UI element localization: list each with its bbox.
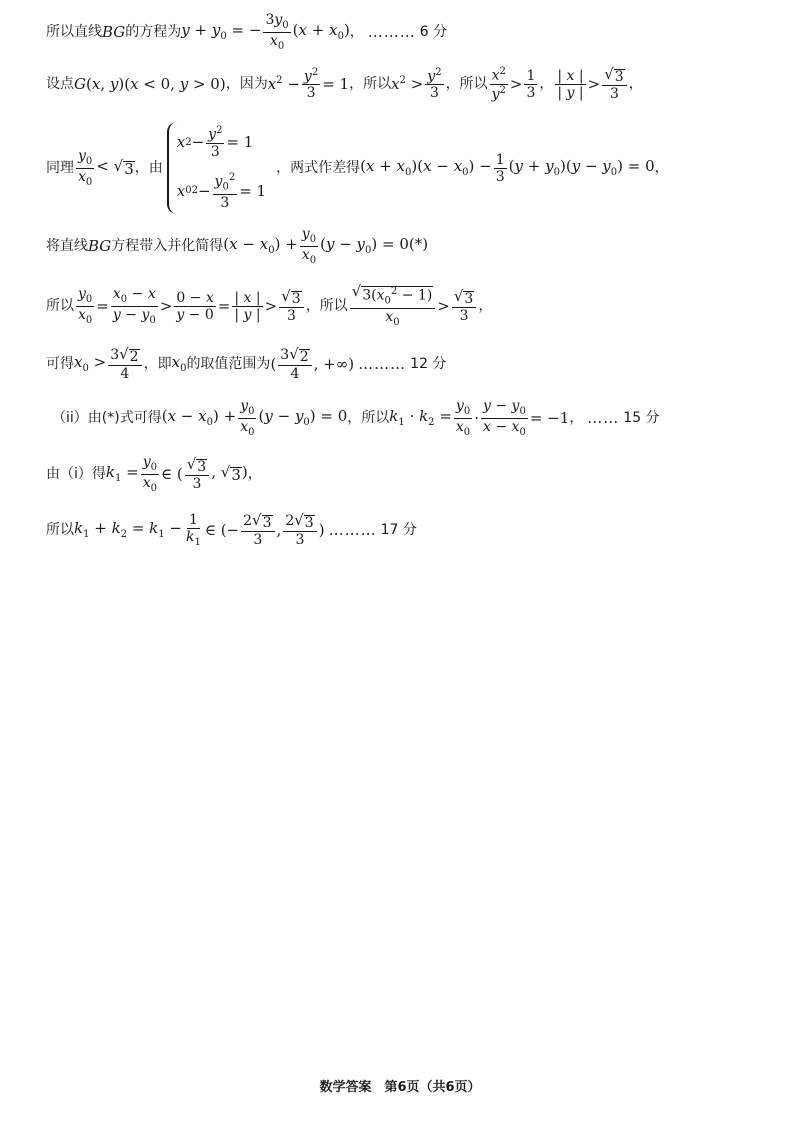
text: ，即 xyxy=(143,356,172,372)
math: = 1 xyxy=(322,74,350,93)
fraction: √ 3 3 xyxy=(602,67,626,101)
math: $k_1 \cdot k_2$ = xyxy=(389,406,452,428)
math: $(x - x_0)$ + xyxy=(223,234,298,256)
math: $y + y_0$ = − xyxy=(181,20,262,42)
fraction: $\frac{0 - x}{y - 0}$ xyxy=(176,289,214,323)
math: $k_1$ = xyxy=(105,462,139,484)
fraction: 3 √ 2 4 xyxy=(108,347,141,381)
dots: ……… xyxy=(367,22,416,41)
text: ，两式作差得 xyxy=(276,160,361,176)
text: BG xyxy=(102,22,126,41)
math: > xyxy=(264,296,278,315)
dots: ……… xyxy=(358,354,407,373)
fraction: 2 √ 3 3 xyxy=(283,513,316,547)
math: · xyxy=(474,408,479,427)
math: > xyxy=(587,74,601,93)
math: $k_1 + k_2 = k_1$ − xyxy=(74,518,182,540)
fraction: $\frac{y_0}{x_0}$ xyxy=(78,285,93,326)
math: ( xyxy=(270,354,277,373)
fraction: $\frac{3y_0}{x_0}$ xyxy=(265,11,289,52)
text: 所以 xyxy=(46,298,74,314)
math: > xyxy=(159,296,173,315)
fraction: $\frac{y_0}{x_0}$ xyxy=(78,147,93,188)
math: = xyxy=(96,296,109,315)
fraction: $\frac{y_0}{x_0}$ xyxy=(240,397,255,438)
text: ，所以 xyxy=(445,76,488,92)
text: ， xyxy=(247,466,262,482)
score: 15 分 xyxy=(623,410,660,426)
page-footer: 数学答案 第6页（共6页） xyxy=(319,1080,481,1095)
text: ，因为 xyxy=(225,76,268,92)
text: ，所以 xyxy=(305,298,348,314)
solution-line-3 xyxy=(46,120,760,216)
text: ， xyxy=(628,76,643,92)
text: ， xyxy=(539,76,554,92)
dots: ……… xyxy=(328,520,377,539)
fraction: √ 3 3 xyxy=(452,289,476,323)
equation-system: x 2 − $\frac{y^2}{3}$ = 1 x 0 2 − $\frac{y_0^2}{3}$ = 1 xyxy=(167,122,272,213)
solution-line-9 xyxy=(46,508,760,552)
solution-line-6 xyxy=(46,342,760,386)
math: > xyxy=(437,296,450,315)
math: $(y - y_0) = 0(*)$ xyxy=(320,234,429,256)
fraction: $\frac{y^2}{3}$ xyxy=(427,66,442,102)
math: $(y + y_0)(y - y_0) = 0$ xyxy=(508,156,655,178)
math: $(x + x_0)$ xyxy=(292,20,350,42)
text: （ii）由(*)式可得 xyxy=(52,410,162,426)
text: 设点 xyxy=(46,76,74,92)
text: 可得 xyxy=(46,356,74,372)
text: ， xyxy=(349,24,364,40)
fraction: √ 3 3 xyxy=(279,289,303,323)
math: $(x + x_0)(x - x_0)$ − xyxy=(360,156,492,178)
text: 方程带入并化简得 xyxy=(111,238,224,254)
score: 6 分 xyxy=(419,24,448,40)
math: $x^2$ − xyxy=(267,75,300,93)
math: > xyxy=(509,74,523,93)
solution-line-4 xyxy=(46,226,760,266)
solution-line-5 xyxy=(46,282,760,330)
fraction: $\frac{y_0}{x_0}$ xyxy=(455,397,471,438)
fraction: $\frac{1}{3}$ xyxy=(495,151,505,185)
fraction: $\frac{| x |}{| y |}$ xyxy=(234,289,261,323)
math: , +∞) xyxy=(313,354,355,373)
math: = −1 xyxy=(529,408,570,427)
text: ，所以 xyxy=(349,76,392,92)
text: 所以 xyxy=(46,522,74,538)
fraction: $\frac{y_0}{x_0}$ xyxy=(142,453,157,494)
fraction: 3 √ 2 4 xyxy=(278,347,311,381)
math: $x_0$ xyxy=(171,352,187,374)
text: 的取值范围为 xyxy=(186,356,271,372)
text: ，所以 xyxy=(347,410,390,426)
text: ， xyxy=(478,298,493,314)
math: , √ 3 ) xyxy=(211,463,248,484)
text: 将直线 xyxy=(46,238,88,254)
text: ， xyxy=(569,410,584,426)
math: $(y - y_0) = 0$ xyxy=(258,406,348,428)
fraction: $\frac{x_0 - x}{y - y_0}$ xyxy=(112,285,156,326)
solution-line-1 xyxy=(46,11,760,52)
fraction: √ $3(x_0^2 - 1)$ $x_0$ xyxy=(350,284,436,327)
math: $(x - x_0)$ + xyxy=(161,406,237,428)
fraction: $\frac{y^2}{3}$ xyxy=(303,66,319,102)
fraction: $\frac{y - y_0}{x - x_0}$ xyxy=(482,397,526,438)
fraction: √ 3 3 xyxy=(185,457,209,491)
text: ， xyxy=(654,160,669,176)
fraction: $\frac{1}{k_1}$ xyxy=(185,511,201,548)
fraction: $\frac{x^2}{y^2}$ xyxy=(491,65,506,103)
solution-line-7 xyxy=(52,398,760,438)
dots: …… xyxy=(587,408,620,427)
text: BG xyxy=(88,236,112,255)
fraction: $\frac{y_0}{x_0}$ xyxy=(301,225,317,266)
fraction: $\frac{1}{3}$ xyxy=(526,67,536,101)
fraction: 2 √ 3 3 xyxy=(241,513,274,547)
math: = xyxy=(217,296,231,315)
solution-line-2 xyxy=(46,64,760,104)
math: < √ 3 xyxy=(96,157,134,178)
math: $x_0$ > xyxy=(74,352,107,374)
math: ∈ (− xyxy=(204,520,240,539)
math: , xyxy=(276,520,282,539)
math: ∈ ( xyxy=(161,464,183,483)
math: $x^2$ > xyxy=(391,75,424,93)
math: G(x, y)(x < 0, y > 0) xyxy=(74,74,226,93)
text: ，由 xyxy=(134,160,163,176)
fraction: $\frac{| x |}{| y |}$ xyxy=(557,67,584,101)
text: 同理 xyxy=(46,160,74,176)
math: ) xyxy=(318,520,325,539)
text: 所以直线 xyxy=(46,24,102,40)
text: 由（i）得 xyxy=(46,466,106,482)
score: 17 分 xyxy=(380,522,417,538)
score: 12 分 xyxy=(410,356,447,372)
text: 的方程为 xyxy=(125,24,182,40)
solution-line-8 xyxy=(46,452,760,496)
